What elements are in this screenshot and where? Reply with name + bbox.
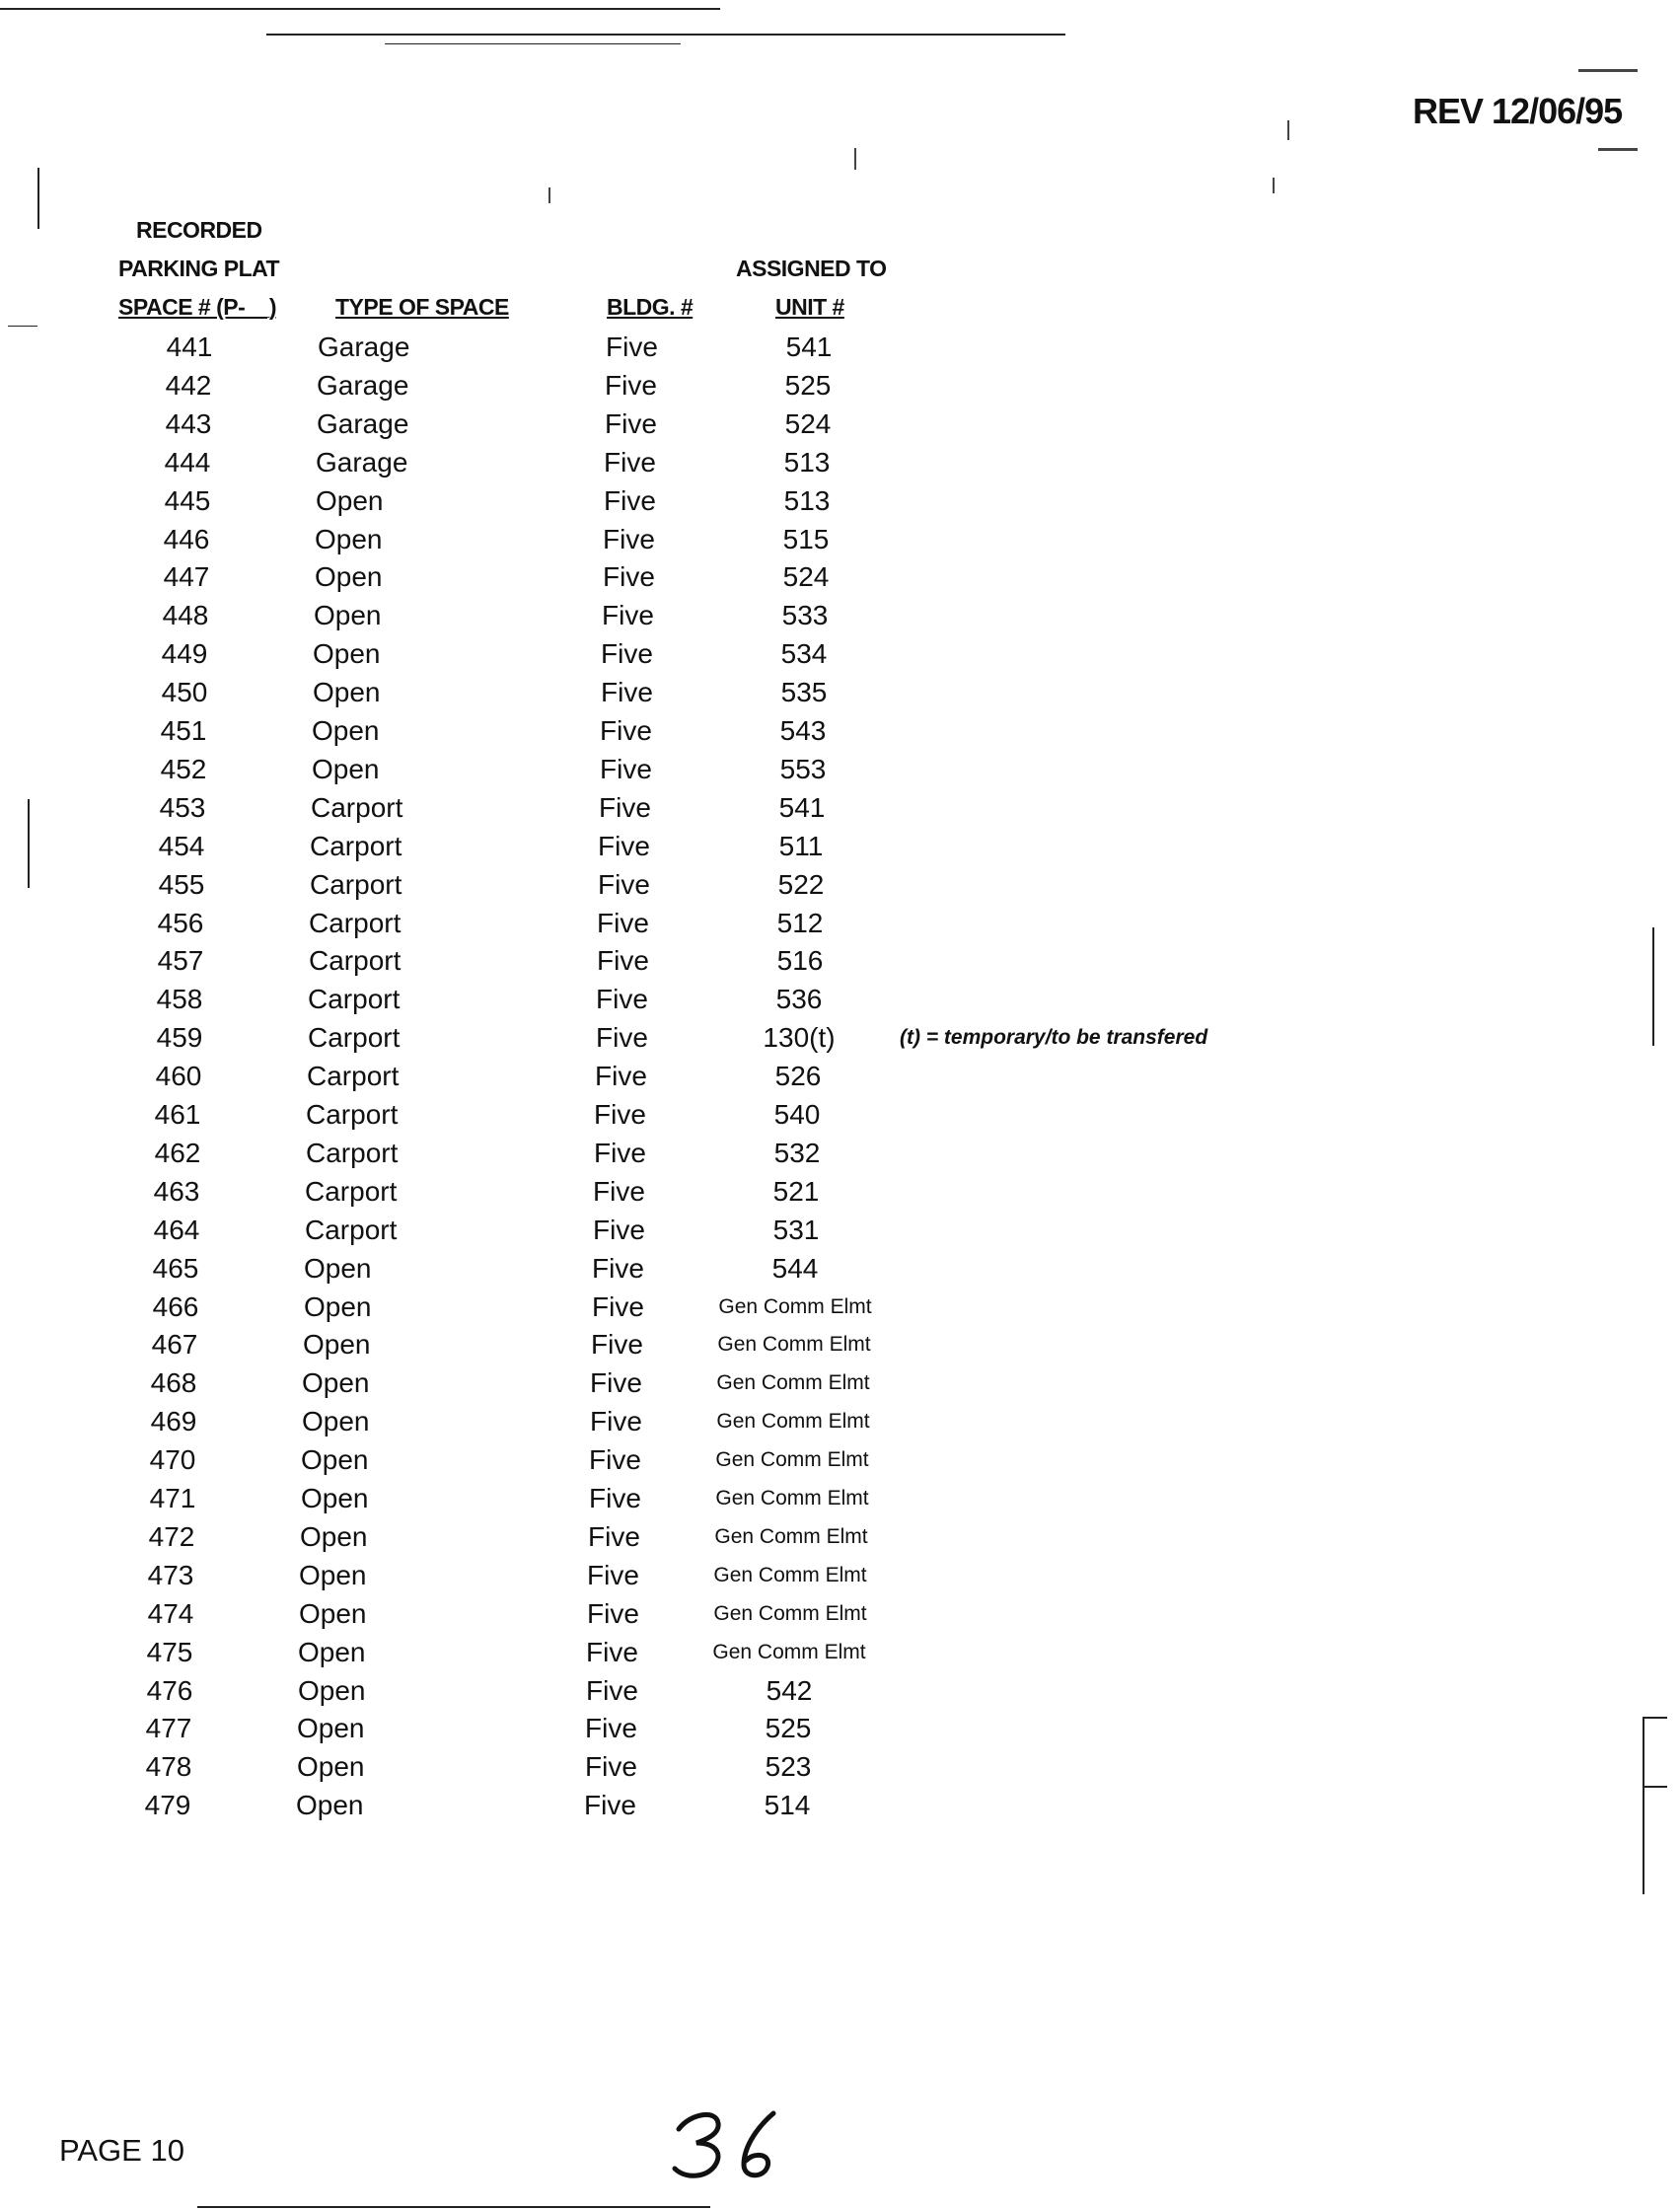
building-number: Five xyxy=(602,600,654,630)
assigned-unit: 514 xyxy=(764,1790,811,1820)
assigned-unit: 541 xyxy=(778,792,826,823)
scan-speck xyxy=(1287,120,1289,140)
table-row xyxy=(0,1363,1680,1402)
building-number: Five xyxy=(599,792,651,823)
assigned-unit: Gen Comm Elmt xyxy=(712,1641,866,1663)
space-type: Open xyxy=(300,1521,368,1552)
assigned-unit: 525 xyxy=(784,370,832,401)
assigned-unit: Gen Comm Elmt xyxy=(716,1371,870,1394)
space-number: 441 xyxy=(166,332,213,362)
space-type: Garage xyxy=(317,370,409,401)
assigned-unit: Gen Comm Elmt xyxy=(714,1525,868,1548)
space-number: 443 xyxy=(165,408,212,439)
assigned-unit: 516 xyxy=(776,945,824,976)
building-number: Five xyxy=(588,1521,640,1552)
table-row xyxy=(0,711,1680,750)
table-row xyxy=(0,1479,1680,1517)
space-number: 464 xyxy=(153,1215,200,1245)
table-row xyxy=(0,1594,1680,1633)
space-number: 444 xyxy=(164,447,211,478)
assigned-unit: 130(t) xyxy=(763,1022,836,1053)
building-number: Five xyxy=(598,831,650,861)
table-row xyxy=(0,1211,1680,1249)
space-number: 460 xyxy=(155,1061,202,1091)
table-row xyxy=(0,904,1680,942)
assigned-unit: 534 xyxy=(780,638,828,669)
space-number: 448 xyxy=(162,600,209,630)
table-row xyxy=(0,980,1680,1018)
scan-line-bottom xyxy=(197,2206,710,2208)
space-type: Open xyxy=(302,1406,370,1436)
space-number: 454 xyxy=(158,831,205,861)
building-number: Five xyxy=(600,715,652,746)
building-number: Five xyxy=(591,1329,643,1360)
assigned-unit: Gen Comm Elmt xyxy=(718,1295,872,1318)
table-row xyxy=(0,1402,1680,1440)
space-type: Open xyxy=(312,715,380,746)
space-type: Open xyxy=(301,1483,369,1513)
assigned-unit: Gen Comm Elmt xyxy=(715,1487,869,1510)
space-type: Open xyxy=(301,1444,369,1475)
space-type: Carport xyxy=(305,1215,398,1245)
building-number: Five xyxy=(593,1215,645,1245)
scan-line-left-1 xyxy=(37,168,39,229)
table-row xyxy=(0,1786,1680,1824)
header-space-line2: PARKING PLAT xyxy=(118,256,280,281)
space-number: 469 xyxy=(150,1406,197,1436)
row-note: (t) = temporary/to be transfered xyxy=(900,1026,1208,1049)
assigned-unit: Gen Comm Elmt xyxy=(713,1602,867,1625)
space-type: Open xyxy=(298,1675,366,1706)
assigned-unit: 521 xyxy=(772,1176,820,1207)
space-type: Open xyxy=(303,1329,371,1360)
space-type: Open xyxy=(314,600,382,630)
table-row xyxy=(0,596,1680,634)
table-row xyxy=(0,941,1680,980)
building-number: Five xyxy=(589,1483,641,1513)
space-type: Carport xyxy=(309,945,402,976)
building-number: Five xyxy=(584,1790,636,1820)
assigned-unit: 524 xyxy=(784,408,832,439)
table-row xyxy=(0,1517,1680,1556)
space-number: 452 xyxy=(160,754,207,784)
space-number: 470 xyxy=(149,1444,196,1475)
assigned-unit: 543 xyxy=(779,715,827,746)
table-row xyxy=(0,1172,1680,1211)
building-number: Five xyxy=(596,984,648,1014)
table-row xyxy=(0,1440,1680,1479)
space-number: 461 xyxy=(154,1099,201,1130)
table-row xyxy=(0,557,1680,596)
space-number: 467 xyxy=(151,1329,198,1360)
building-number: Five xyxy=(603,524,655,554)
assigned-unit: 540 xyxy=(773,1099,821,1130)
assigned-unit: Gen Comm Elmt xyxy=(715,1448,869,1471)
table-row xyxy=(0,1134,1680,1172)
space-number: 466 xyxy=(152,1291,199,1322)
assigned-unit: 531 xyxy=(772,1215,820,1245)
assigned-unit: 544 xyxy=(771,1253,819,1284)
table-row xyxy=(0,366,1680,405)
building-number: Five xyxy=(585,1713,637,1743)
building-number: Five xyxy=(586,1637,638,1667)
space-type: Carport xyxy=(308,984,401,1014)
space-number: 450 xyxy=(161,677,208,707)
assigned-unit: 522 xyxy=(777,869,825,900)
building-number: Five xyxy=(593,1176,645,1207)
space-type: Open xyxy=(304,1253,372,1284)
space-number: 446 xyxy=(163,524,210,554)
table-row xyxy=(0,1747,1680,1786)
table-row xyxy=(0,788,1680,827)
space-number: 479 xyxy=(144,1790,191,1820)
assigned-unit: 523 xyxy=(765,1751,812,1782)
space-number: 451 xyxy=(160,715,207,746)
space-number: 459 xyxy=(156,1022,203,1053)
space-type: Open xyxy=(297,1751,365,1782)
building-number: Five xyxy=(603,561,655,592)
space-number: 472 xyxy=(148,1521,195,1552)
building-number: Five xyxy=(590,1406,642,1436)
assigned-unit: 532 xyxy=(773,1138,821,1168)
table-row xyxy=(0,1288,1680,1326)
space-number: 465 xyxy=(152,1253,199,1284)
space-type: Carport xyxy=(306,1099,399,1130)
building-number: Five xyxy=(585,1751,637,1782)
scan-speck xyxy=(1578,69,1638,72)
assigned-unit: 525 xyxy=(765,1713,812,1743)
table-row xyxy=(0,1018,1680,1057)
table-row xyxy=(0,1671,1680,1710)
header-space-line1: RECORDED xyxy=(136,217,262,243)
space-number: 458 xyxy=(156,984,203,1014)
space-type: Open xyxy=(299,1560,367,1590)
table-row xyxy=(0,443,1680,481)
building-number: Five xyxy=(601,677,653,707)
header-space-line3: SPACE # (P-__) xyxy=(118,294,277,320)
table-row xyxy=(0,1556,1680,1594)
assigned-unit: 553 xyxy=(779,754,827,784)
building-number: Five xyxy=(601,638,653,669)
building-number: Five xyxy=(604,447,656,478)
space-type: Carport xyxy=(307,1061,400,1091)
header-unit-line2: UNIT # xyxy=(775,294,844,320)
scan-speck xyxy=(1598,148,1638,151)
building-number: Five xyxy=(590,1367,642,1398)
assigned-unit: 515 xyxy=(782,524,830,554)
table-row xyxy=(0,750,1680,788)
building-number: Five xyxy=(587,1598,639,1629)
assigned-unit: 526 xyxy=(774,1061,822,1091)
scan-speck xyxy=(548,187,550,203)
building-number: Five xyxy=(598,869,650,900)
space-number: 478 xyxy=(145,1751,192,1782)
building-number: Five xyxy=(597,908,649,938)
building-number: Five xyxy=(594,1138,646,1168)
revision-date: REV 12/06/95 xyxy=(1413,91,1623,131)
assigned-unit: Gen Comm Elmt xyxy=(717,1333,871,1356)
space-type: Open xyxy=(313,677,381,707)
space-type: Open xyxy=(297,1713,365,1743)
space-type: Garage xyxy=(318,332,410,362)
assigned-unit: Gen Comm Elmt xyxy=(713,1564,867,1586)
table-row xyxy=(0,827,1680,865)
building-number: Five xyxy=(589,1444,641,1475)
table-row xyxy=(0,405,1680,443)
table-row xyxy=(0,520,1680,558)
scan-line-margin xyxy=(8,326,37,327)
assigned-unit: 533 xyxy=(781,600,829,630)
building-number: Five xyxy=(600,754,652,784)
space-type: Open xyxy=(313,638,381,669)
space-type: Garage xyxy=(317,408,409,439)
space-number: 475 xyxy=(146,1637,193,1667)
building-number: Five xyxy=(592,1253,644,1284)
scan-speck xyxy=(854,148,856,170)
space-type: Carport xyxy=(311,792,403,823)
space-type: Open xyxy=(296,1790,364,1820)
building-number: Five xyxy=(595,1061,647,1091)
scan-line-top-1 xyxy=(0,8,720,10)
building-number: Five xyxy=(605,408,657,439)
building-number: Five xyxy=(594,1099,646,1130)
space-type: Carport xyxy=(309,908,402,938)
space-number: 442 xyxy=(165,370,212,401)
space-type: Carport xyxy=(306,1138,399,1168)
space-number: 449 xyxy=(161,638,208,669)
table-row xyxy=(0,1249,1680,1288)
space-type: Garage xyxy=(316,447,408,478)
assigned-unit: 512 xyxy=(776,908,824,938)
space-number: 471 xyxy=(149,1483,196,1513)
table-row xyxy=(0,1057,1680,1095)
table-row xyxy=(0,1709,1680,1747)
assigned-unit: 511 xyxy=(778,831,824,861)
building-number: Five xyxy=(605,370,657,401)
space-number: 445 xyxy=(164,485,211,516)
table-row xyxy=(0,634,1680,673)
space-number: 453 xyxy=(159,792,206,823)
building-number: Five xyxy=(604,485,656,516)
space-type: Carport xyxy=(310,831,402,861)
space-type: Carport xyxy=(310,869,402,900)
assigned-unit: 541 xyxy=(785,332,833,362)
space-type: Carport xyxy=(305,1176,398,1207)
assigned-unit: 535 xyxy=(780,677,828,707)
assigned-unit: 536 xyxy=(775,984,823,1014)
header-bldg: BLDG. # xyxy=(607,294,694,320)
space-number: 462 xyxy=(154,1138,201,1168)
assigned-unit: 513 xyxy=(783,447,831,478)
building-number: Five xyxy=(586,1675,638,1706)
space-number: 457 xyxy=(157,945,204,976)
space-number: 468 xyxy=(150,1367,197,1398)
assigned-unit: 524 xyxy=(782,561,830,592)
space-number: 476 xyxy=(146,1675,193,1706)
space-number: 463 xyxy=(153,1176,200,1207)
table-row xyxy=(0,865,1680,904)
space-type: Open xyxy=(315,561,383,592)
space-number: 456 xyxy=(157,908,204,938)
space-type: Open xyxy=(315,524,383,554)
space-type: Open xyxy=(299,1598,367,1629)
building-number: Five xyxy=(597,945,649,976)
assigned-unit: 513 xyxy=(783,485,831,516)
space-number: 474 xyxy=(147,1598,194,1629)
handwritten-number xyxy=(671,2100,799,2184)
space-type: Open xyxy=(302,1367,370,1398)
building-number: Five xyxy=(587,1560,639,1590)
space-type: Open xyxy=(316,485,384,516)
space-type: Open xyxy=(298,1637,366,1667)
building-number: Five xyxy=(596,1022,648,1053)
building-number: Five xyxy=(606,332,658,362)
space-type: Open xyxy=(312,754,380,784)
header-unit-line1: ASSIGNED TO xyxy=(736,256,887,281)
table-row xyxy=(0,1325,1680,1363)
space-number: 473 xyxy=(147,1560,194,1590)
scan-speck xyxy=(1273,178,1275,193)
table-row xyxy=(0,328,1680,366)
space-number: 455 xyxy=(158,869,205,900)
space-type: Carport xyxy=(308,1022,401,1053)
table-row xyxy=(0,673,1680,711)
header-type: TYPE OF SPACE xyxy=(335,294,509,320)
table-row xyxy=(0,1095,1680,1134)
table-row xyxy=(0,1633,1680,1671)
assigned-unit: 542 xyxy=(766,1675,813,1706)
scan-line-top-3 xyxy=(385,43,681,44)
page-number: PAGE 10 xyxy=(59,2133,184,2168)
space-type: Open xyxy=(304,1291,372,1322)
table-row xyxy=(0,481,1680,520)
space-number: 477 xyxy=(145,1713,192,1743)
assigned-unit: Gen Comm Elmt xyxy=(716,1410,870,1433)
building-number: Five xyxy=(592,1291,644,1322)
space-number: 447 xyxy=(163,561,210,592)
scan-line-top-2 xyxy=(266,34,1065,36)
